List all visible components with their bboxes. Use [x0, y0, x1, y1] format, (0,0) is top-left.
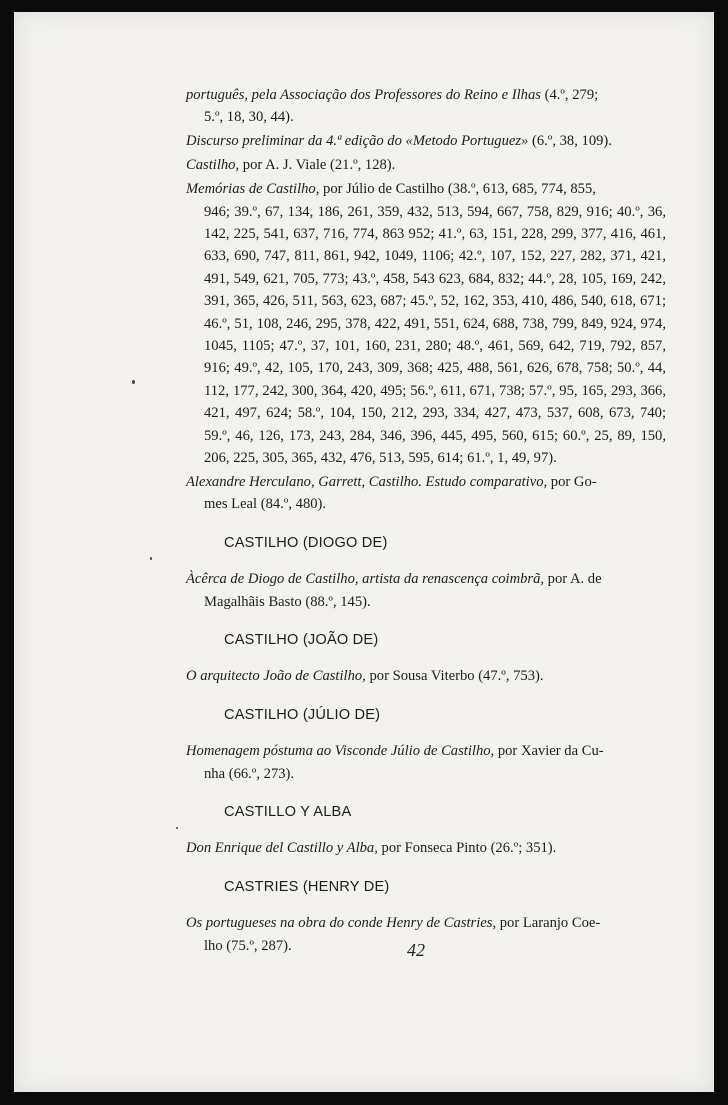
entry-title: Don Enrique del Castillo y Alba, [186, 840, 378, 857]
entry-continuation: lho (75.º, 287). [204, 937, 292, 954]
section-heading-diogo: CASTILHO (DIOGO DE) [224, 534, 388, 551]
section-heading-julio: CASTILHO (JÚLIO DE) [224, 706, 381, 723]
section-heading-castillo: CASTILLO Y ALBA [224, 803, 352, 820]
entry-reference: por A. de [544, 571, 602, 588]
entry-reference: por Júlio de Castilho (38.º, 613, 685, 774, 855, [319, 181, 596, 198]
entry-reference: por Sousa Viterbo (47.º, 753). [365, 668, 544, 685]
entry-title: português, pela Associação dos Professores do Reino e Ilhas [186, 87, 541, 103]
section-heading-joao: CASTILHO (JOÃO DE) [224, 631, 379, 648]
print-speck [150, 557, 152, 560]
scanned-page [14, 12, 714, 1092]
entry-title: Os portugueses na obra do conde Henry de Castries, [186, 915, 497, 932]
section-heading-castries: CASTRIES (HENRY DE) [224, 878, 390, 895]
index-text [186, 84, 666, 959]
entry-joao-de-castilho [186, 665, 666, 687]
entry-estudo-comparativo [186, 471, 666, 516]
entry-reference: por Xavier da Cu- [494, 743, 604, 760]
entry-reference: por Laranjo Coe- [496, 915, 601, 932]
entry-title: Àcêrca de Diogo de Castilho, artista da renascença coimbrã, [186, 571, 545, 588]
entry-title: Memórias de Castilho, [186, 181, 320, 198]
entry-continuation: 5.º, 18, 30, 44). [204, 109, 294, 126]
entry-continuation: nha (66.º, 273). [204, 765, 295, 782]
entry-reference: por A. J. Viale (21.º, 128). [239, 157, 396, 174]
entry-diogo-de-castilho [186, 568, 666, 613]
entry-title: Castilho, [186, 157, 240, 174]
entry-continuation: 946; 39.º, 67, 134, 186, 261, 359, 432, 513, 594, 667, 758, 829, 916; 40.º, 36, 142, 225, 541, 637, 716, 774, 863 952; 41.º, 63, 151, 228, 299, 377, 416, 461, 633, 690, 747, 811, 861, 942, 1049, 1106; 42.º, 107, 152, 227, 282, 371, 421, 491, 549, 621, 705, 773; 43.º, 458, 543 623, 684, 832; 44.º, 28, 105, 169, 242, 391, 365, 426, 511, 563, 623, 687; 45.º, 52, 162, 353, 410, 486, 540, 618, 671; 46.º, 51, 108, 246, 295, 378, 422, 491, 551, 624, 688, 738, 799, 849, 924, 974, 1045, 1105; 47.º, 37, 101, 160, 231, 280; 48.º, 461, 569, 642, 719, 792, 857, 916; 49.º, 42, 105, 170, 243, 309, 368; 425, 488, 561, 626, 678, 758; 50.º, 44, 112, 177, 242, 300, 364, 420, 495; 56.º, 611, 671, 738; 57.º, 95, 165, 293, 366, 421, 497, 624; 58.º, 104, 150, 212, 293, 334, 427, 473, 537, 608, 673, 740; 59.º, 46, 126, 173, 243, 284, 346, 396, 445, 495, 560, 615; 60.º, 25, 89, 150, 206, 225, 305, 365, 432, 476, 513, 595, 614; 61.º, 1, 49, 97). [204, 203, 666, 466]
entry-castillo-y-alba [186, 837, 666, 859]
print-speck [176, 827, 178, 829]
entry-associacao [186, 84, 666, 129]
entry-title: Discurso preliminar da 4.ª edição do «Metodo Portuguez» [186, 133, 529, 150]
entry-reference: por Go- [547, 473, 597, 490]
entry-title: Alexandre Herculano, Garrett, Castilho. Estudo comparativo, [186, 473, 548, 490]
entry-castilho-viale [186, 154, 666, 176]
entry-continuation: mes Leal (84.º, 480). [204, 496, 327, 513]
page-number: 42 [407, 940, 425, 960]
entry-reference: (6.º, 38, 109). [528, 133, 612, 150]
entry-reference: (4.º, 279; [540, 87, 599, 103]
print-speck [132, 380, 135, 384]
entry-julio-de-castilho [186, 740, 666, 785]
entry-title: Homenagem póstuma ao Visconde Júlio de Castilho, [186, 743, 495, 760]
entry-title: O arquitecto João de Castilho, [186, 668, 366, 685]
entry-memorias-de-castilho [186, 178, 666, 469]
entry-reference: por Fonseca Pinto (26.º; 351). [377, 840, 557, 857]
entry-castries [186, 912, 666, 957]
entry-discurso-preliminar [186, 130, 666, 152]
entry-continuation: Magalhãis Basto (88.º, 145). [204, 593, 371, 610]
